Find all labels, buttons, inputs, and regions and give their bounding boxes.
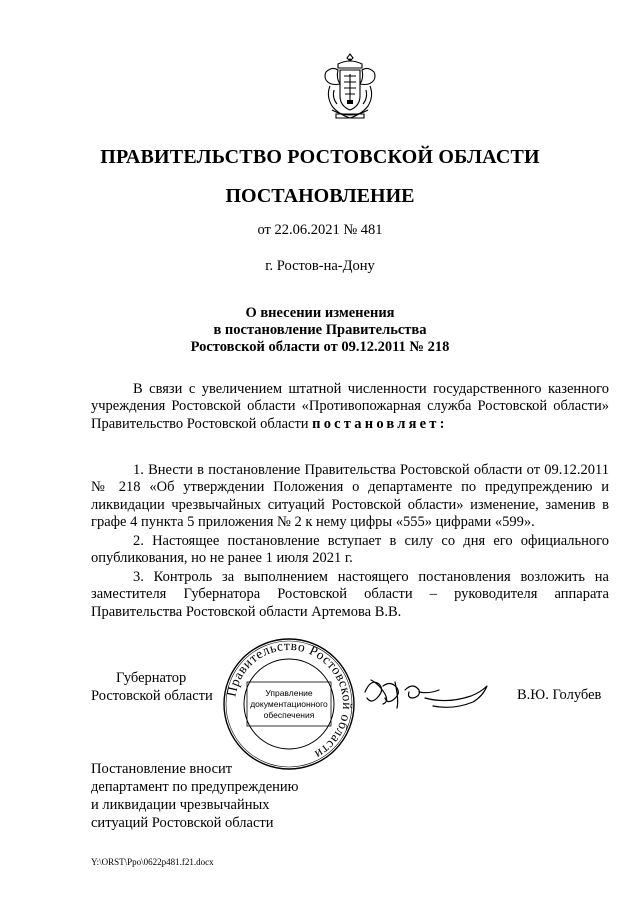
subject-line: О внесении изменения [245, 305, 395, 321]
handwritten-signature [361, 668, 491, 714]
signatory-name: В.Ю. Голубев [517, 687, 602, 703]
stamp-inner-line: обеспечения [263, 710, 315, 720]
coat-of-arms-icon [318, 50, 382, 124]
file-path-footer: Y:\ORST\Ppo\0622p481.f21.docx [91, 857, 214, 867]
subject-line: Ростовской области от 09.12.2011 № 218 [190, 339, 450, 355]
prepared-by-line: и ликвидации чрезвычайных [91, 797, 270, 813]
document-type: ПОСТАНОВЛЕНИЕ [225, 185, 415, 207]
prepared-by-line: департамент по предупреждению [91, 779, 299, 795]
item-1-paragraph: 1. Внести в постановление Правительства Ростовской области от 09.12.2011 № 218 «Об утверждении Положения о департаменте по предупреждению и ликвидации чрезвычайных ситуаций Ростовской области» изменение, заменив в графе 4 пункта 5 приложения № 2 к нему цифры «555» цифрами «599». [91, 462, 609, 531]
document-date-number: от 22.06.2021 № 481 [257, 222, 383, 238]
signatory-role [91, 669, 213, 705]
stamp-inner-line: Управление [265, 688, 313, 698]
item-3-paragraph: 3. Контроль за выполнением настоящего постановления возложить на заместителя Губернатора Ростовской области – руководителя аппарата Правительства Ростовской области Артемова В.В. [91, 569, 609, 620]
official-stamp [221, 636, 357, 772]
prepared-by-line: ситуаций Ростовской области [91, 815, 274, 831]
document-subject [0, 305, 640, 356]
signatory-role-line: Губернатор [116, 670, 187, 686]
stamp-ring-text: Правительство Ростовской области [223, 637, 356, 763]
intro-text: В связи с увеличением штатной численности государственного казенного учреждения Ростовской области «Противопожарная служба Ростовской области» Правительство Ростовской области [91, 381, 609, 432]
resolves-keyword: постановляет: [312, 415, 448, 432]
subject-line: в постановление Правительства [213, 322, 427, 338]
item-2-paragraph: 2. Настоящее постановление вступает в силу со дня его официального опубликования, но не ранее 1 июля 2021 г. [91, 533, 609, 567]
signatory-role-line: Ростовской области [91, 688, 213, 704]
prepared-by-line: Постановление вносит [91, 761, 233, 777]
intro-paragraph [91, 381, 609, 433]
organization-title: ПРАВИТЕЛЬСТВО РОСТОВСКОЙ ОБЛАСТИ [100, 146, 540, 168]
prepared-by-note [91, 760, 299, 832]
stamp-inner-line: документационного [250, 699, 328, 709]
document-city: г. Ростов-на-Дону [265, 258, 375, 274]
